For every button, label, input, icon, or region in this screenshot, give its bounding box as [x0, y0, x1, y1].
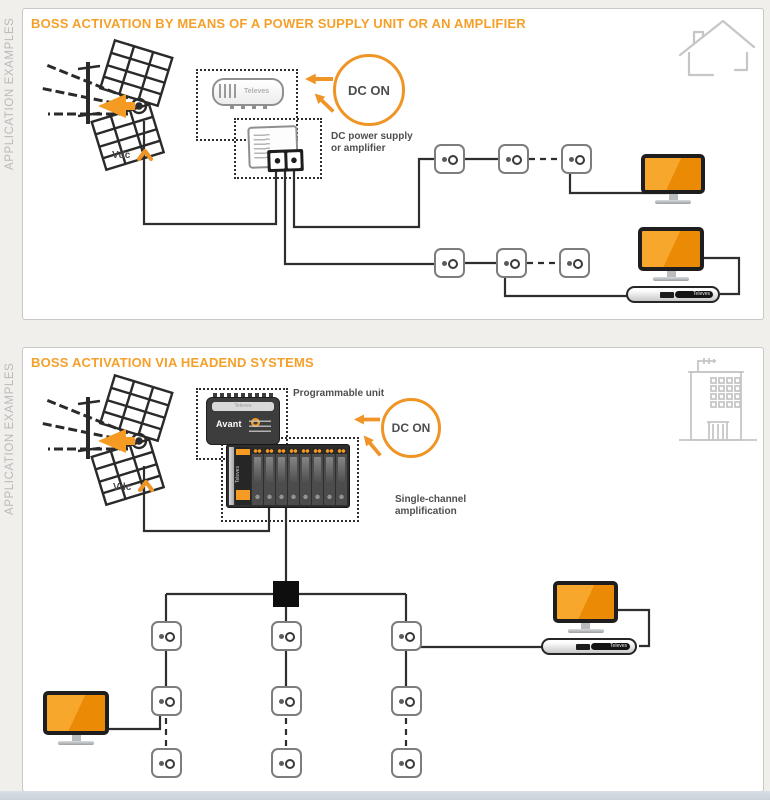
amplifier-module	[288, 447, 299, 505]
avant-markings	[249, 420, 271, 432]
tv-icon	[43, 691, 109, 745]
tv-stand-base	[58, 741, 94, 745]
amplifier-module	[276, 447, 287, 505]
vdc-label: Vdc	[112, 150, 131, 161]
panel-headend-example	[22, 347, 764, 792]
avant-label: Avant	[216, 419, 242, 429]
televes-brand-label: Televes	[212, 402, 274, 411]
wall-outlet-icon	[434, 144, 465, 174]
wall-outlet-icon	[271, 748, 302, 778]
wall-outlet-icon	[271, 621, 302, 651]
avant-programmable-unit	[206, 397, 280, 445]
set-top-box-icon	[626, 286, 720, 303]
f-connector-icon	[270, 153, 284, 169]
tv-screen	[553, 581, 618, 623]
rack-rail	[229, 447, 234, 505]
power-supply-device	[247, 125, 298, 169]
panel-title: BOSS ACTIVATION VIA HEADEND SYSTEMS	[31, 355, 314, 370]
stb-display	[660, 292, 674, 298]
set-top-box-icon	[541, 638, 637, 655]
page-edge	[0, 791, 770, 800]
application-examples-sidebar-label: APPLICATION EXAMPLES	[4, 362, 16, 515]
wall-outlet-icon	[496, 248, 527, 278]
tv-screen	[43, 691, 109, 735]
panel-power-supply-example	[22, 8, 764, 320]
splitter-icon	[273, 581, 299, 607]
amplifier-module	[264, 447, 275, 505]
tv-icon	[553, 581, 618, 633]
amplifier-rack	[226, 444, 350, 508]
televes-brand-label: Televes	[591, 643, 630, 650]
wall-outlet-icon	[151, 686, 182, 716]
tv-icon	[641, 154, 705, 204]
amplification-caption-line1: Single-channel	[395, 494, 467, 505]
tv-stand-base	[655, 200, 691, 204]
antenna-icon	[36, 371, 186, 511]
arrow-left-icon	[354, 414, 380, 425]
building-icon	[671, 352, 761, 444]
f-connector-icon	[287, 152, 301, 168]
panel-title: BOSS ACTIVATION BY MEANS OF A POWER SUPPLY UNIT OR AN AMPLIFIER	[31, 16, 526, 31]
arrow-left-icon	[305, 73, 333, 85]
wall-outlet-icon	[151, 621, 182, 651]
amplifier-module	[324, 447, 335, 505]
device-grille	[219, 84, 237, 98]
amplifier-module	[336, 447, 347, 505]
televes-brand-label: Televes	[235, 466, 241, 483]
wall-outlet-icon	[271, 686, 302, 716]
chevron-up-icon	[136, 147, 154, 162]
f-connector-block	[267, 149, 304, 172]
wall-outlet-icon	[559, 248, 590, 278]
amplifier-module	[252, 447, 263, 505]
wall-outlet-icon	[151, 748, 182, 778]
house-icon	[672, 15, 758, 79]
dc-on-badge: DC ON	[333, 54, 405, 126]
tv-stand-base	[653, 277, 689, 281]
wall-outlet-icon	[391, 621, 422, 651]
wall-outlet-icon	[391, 748, 422, 778]
psu-caption	[331, 131, 413, 155]
televes-brand-label: Televes	[244, 88, 270, 95]
psu-caption-line2: or amplifier	[331, 143, 386, 154]
wall-outlet-icon	[434, 248, 465, 278]
antenna-icon	[36, 36, 186, 176]
tv-stand-base	[568, 629, 604, 633]
rack-head-module	[235, 447, 251, 505]
amplifier-module	[312, 447, 323, 505]
televes-brand-label: Televes	[675, 291, 713, 298]
application-examples-sidebar-label: APPLICATION EXAMPLES	[4, 17, 16, 170]
vdc-label: Vdc	[113, 482, 132, 493]
tv-screen	[638, 227, 704, 271]
amplification-caption-line2: amplification	[395, 506, 457, 517]
mast-amplifier-device	[212, 78, 284, 106]
amplifier-module	[300, 447, 311, 505]
wall-outlet-icon	[561, 144, 592, 174]
chevron-up-icon	[137, 478, 155, 493]
wall-outlet-icon	[498, 144, 529, 174]
dc-on-badge: DC ON	[381, 398, 441, 458]
wall-outlet-icon	[391, 686, 422, 716]
tv-icon	[638, 227, 704, 281]
programmable-unit-label: Programmable unit	[293, 388, 385, 399]
amplification-caption	[395, 494, 466, 518]
tv-screen	[641, 154, 705, 194]
psu-caption-line1: DC power supply	[331, 131, 413, 142]
stb-display	[576, 644, 590, 650]
